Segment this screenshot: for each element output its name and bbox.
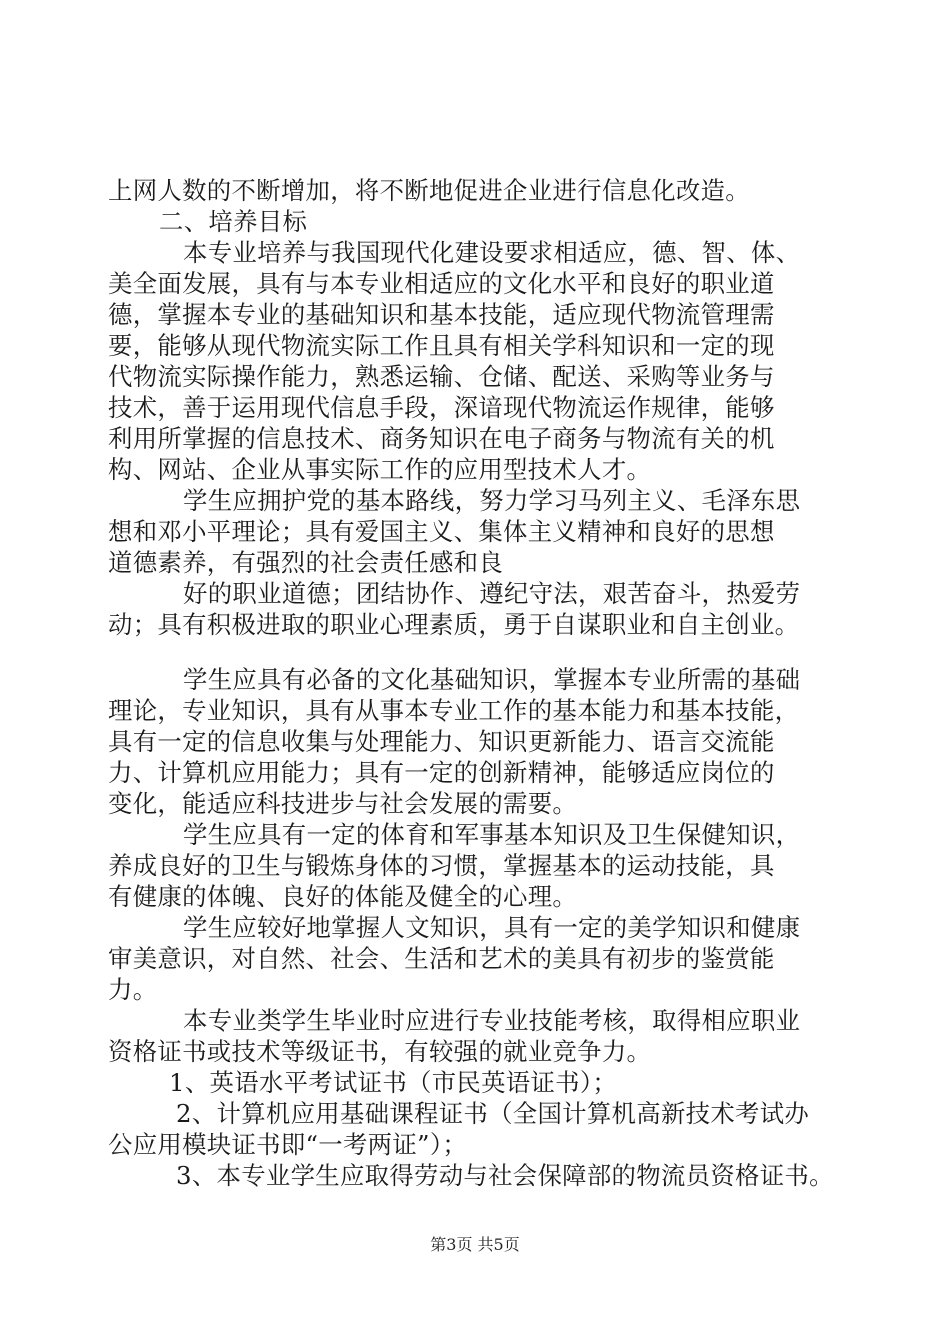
text-line: 想和邓小平理论；具有爱国主义、集体主义精神和良好的思想 [108,517,775,546]
section-heading: 二、培养目标 [159,207,308,236]
list-item-continuation: 公应用模块证书即“一考两证”）； [108,1130,468,1159]
text-line: 变化，能适应科技进步与社会发展的需要。 [108,789,578,818]
text-line: 学生应拥护党的基本路线，努力学习马列主义、毛泽东思 [183,486,801,515]
text-line: 学生应具有必备的文化基础知识，掌握本专业所需的基础 [183,665,801,694]
list-item: 1、英语水平考试证书（市民英语证书）； [169,1068,618,1097]
text-line: 理论，专业知识，具有从事本专业工作的基本能力和基本技能， [108,696,800,725]
text-line: 有健康的体魄、良好的体能及健全的心理。 [108,882,578,911]
text-line: 德，掌握本专业的基础知识和基本技能，适应现代物流管理需 [108,300,775,329]
text-line: 代物流实际操作能力，熟悉运输、仓储、配送、采购等业务与 [108,362,775,391]
text-line: 具有一定的信息收集与处理能力、知识更新能力、语言交流能 [108,727,775,756]
page-number: 第3页 共5页 [430,1235,520,1254]
text-line: 力、计算机应用能力；具有一定的创新精神，能够适应岗位的 [108,758,775,787]
text-line: 道德素养，有强烈的社会责任感和良 [108,548,504,577]
text-line: 利用所掌握的信息技术、商务知识在电子商务与物流有关的机 [108,424,775,453]
text-line: 学生应具有一定的体育和军事基本知识及卫生保健知识， [183,820,801,849]
text-line: 资格证书或技术等级证书，有较强的就业竞争力。 [108,1037,652,1066]
text-line: 构、网站、企业从事实际工作的应用型技术人才。 [108,455,652,484]
text-line: 审美意识，对自然、社会、生活和艺术的美具有初步的鉴赏能 [108,944,775,973]
text-line: 动；具有积极进取的职业心理素质，勇于自谋职业和自主创业。 [108,610,800,639]
text-line: 要，能够从现代物流实际工作且具有相关学科知识和一定的现 [108,331,775,360]
text-line: 好的职业道德；团结协作、遵纪守法，艰苦奋斗，热爱劳 [183,579,801,608]
text-line: 力。 [108,975,158,1004]
text-line: 美全面发展，具有与本专业相适应的文化水平和良好的职业道 [108,269,775,298]
text-line: 上网人数的不断增加，将不断地促进企业进行信息化改造。 [108,176,750,205]
text-line: 技术，善于运用现代信息手段，深谙现代物流运作规律，能够 [108,393,775,422]
text-line: 本专业类学生毕业时应进行专业技能考核，取得相应职业 [183,1006,801,1035]
text-line: 学生应较好地掌握人文知识，具有一定的美学知识和健康 [183,913,801,942]
text-line: 养成良好的卫生与锻炼身体的习惯，掌握基本的运动技能，具 [108,851,775,880]
list-item: 3、本专业学生应取得劳动与社会保障部的物流员资格证书。 [176,1161,834,1190]
list-item: 2、计算机应用基础课程证书（全国计算机高新技术考试办 [176,1099,810,1128]
text-line: 本专业培养与我国现代化建设要求相适应，德、智、体、 [183,238,801,267]
